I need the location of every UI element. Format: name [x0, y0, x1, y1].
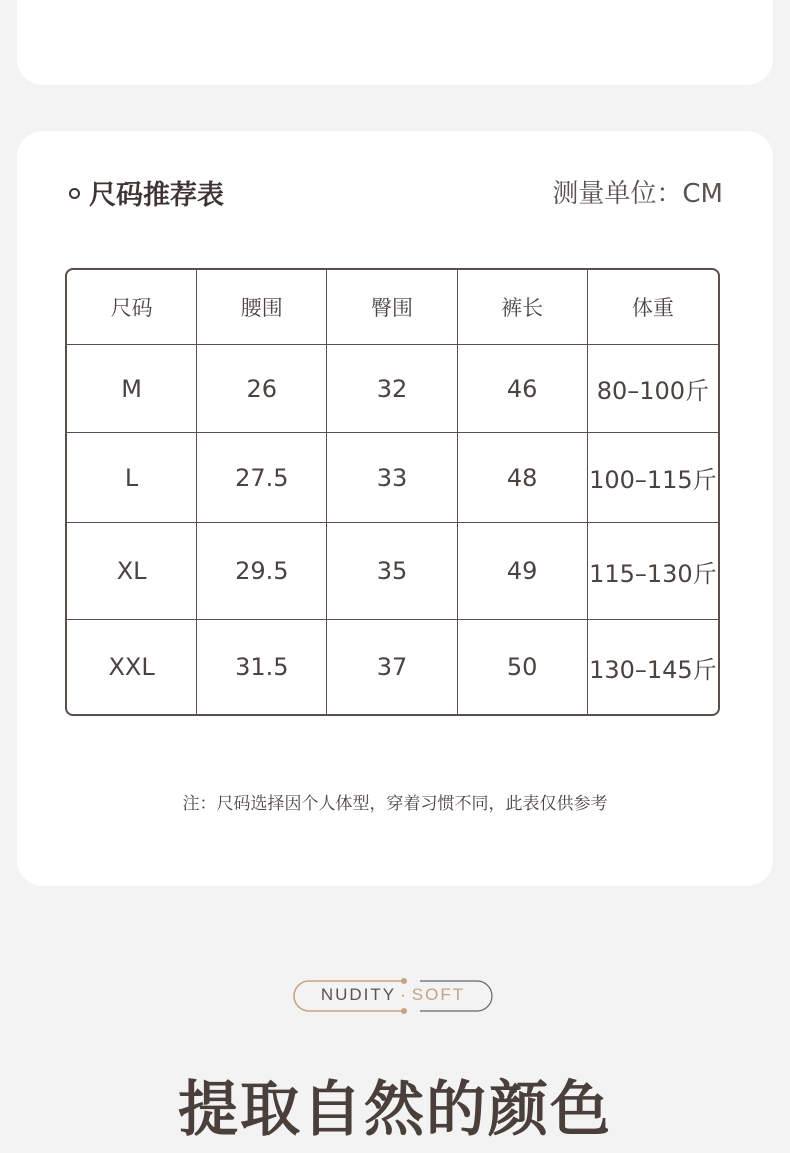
- brand-left-text: NUDITY: [320, 985, 397, 1004]
- cell-hip: 35: [327, 523, 457, 620]
- cell-length: 49: [458, 523, 588, 620]
- cell-hip: 32: [327, 345, 457, 433]
- headline: 提取自然的颜色: [178, 1075, 612, 1145]
- size-chart-title: [69, 173, 224, 212]
- table-header-row: [67, 270, 718, 345]
- cell-waist: 27.5: [197, 433, 327, 523]
- header-weight: 体重: [588, 270, 718, 345]
- size-chart-title-text: 尺码推荐表: [89, 180, 224, 211]
- cell-waist: 29.5: [197, 523, 327, 620]
- brand-badge: [290, 977, 496, 1015]
- cell-size: L: [67, 433, 197, 523]
- cell-length: 48: [458, 433, 588, 523]
- header-hip: 臀围: [327, 270, 457, 345]
- brand-wordmark: [290, 985, 496, 1005]
- top-card: [17, 0, 773, 85]
- table-row: [67, 433, 718, 523]
- cell-weight: 130–145斤: [589, 655, 717, 684]
- brand-right-text: SOFT: [411, 985, 466, 1004]
- cell-weight: 100–115斤: [588, 433, 718, 523]
- cell-hip: 33: [327, 433, 457, 523]
- size-note: 注：尺码选择因个人体型，穿着习惯不同，此表仅供参考: [182, 794, 608, 814]
- header-waist: 腰围: [197, 270, 327, 345]
- unit-label: 测量单位：CM: [552, 179, 723, 209]
- cell-hip: 37: [327, 620, 457, 714]
- brand-separator: ·: [400, 985, 408, 1004]
- table-row: [67, 345, 718, 433]
- table-row: [67, 523, 718, 620]
- size-table: [65, 268, 720, 716]
- size-chart-header: [69, 173, 723, 213]
- header-length: 裤长: [458, 270, 588, 345]
- cell-length: 50: [458, 620, 588, 714]
- header-size: 尺码: [67, 270, 197, 345]
- cell-size: XXL: [67, 620, 197, 714]
- cell-length: 46: [458, 345, 588, 433]
- bullet-circle-icon: [69, 188, 80, 199]
- cell-size: XL: [67, 523, 197, 620]
- table-row: [67, 620, 718, 714]
- cell-waist: 31.5: [197, 620, 327, 714]
- cell-weight: 115–130斤: [588, 523, 718, 620]
- cell-waist: 26: [197, 345, 327, 433]
- cell-weight: 80–100斤: [588, 345, 718, 433]
- cell-size: M: [67, 345, 197, 433]
- size-chart-card: [17, 131, 773, 886]
